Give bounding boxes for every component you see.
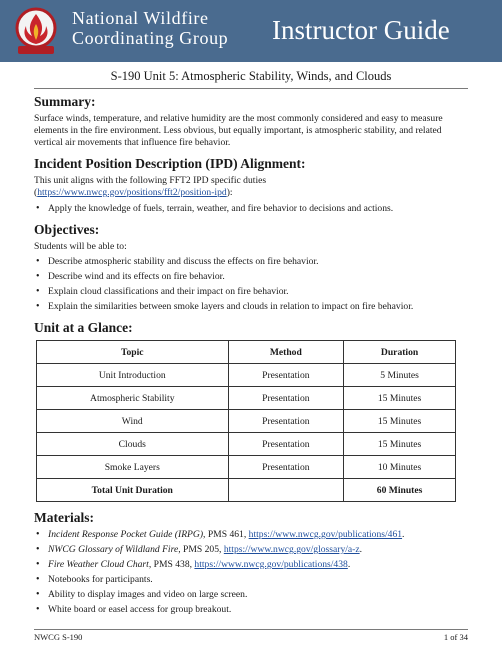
table-row — [37, 433, 456, 456]
objectives-list — [34, 256, 468, 313]
ipd-bullet-list — [34, 203, 468, 215]
material-item: • Notebooks for participants. — [34, 574, 468, 586]
cell-method: Presentation — [228, 433, 344, 456]
cell-method: Presentation — [228, 364, 344, 387]
material-pms: , PMS 438, — [148, 559, 195, 570]
column-header-topic: Topic — [37, 341, 229, 364]
ipd-intro: This unit aligns with the following FFT2 IPD specific duties — [34, 175, 267, 186]
subtitle-divider — [34, 88, 468, 89]
org-name-line2: Coordinating Group — [72, 28, 229, 48]
material-end: . — [359, 544, 363, 555]
objective-item: • Explain the similarities between smoke layers and clouds in relation to impact on fire behavior. — [34, 301, 468, 313]
material-pms: , PMS 461, — [203, 529, 249, 540]
cell-topic: Smoke Layers — [37, 456, 229, 479]
cell-duration: 5 Minutes — [344, 364, 456, 387]
material-link[interactable]: https://www.nwcg.gov/glossary/a-z — [223, 544, 360, 555]
material-pms: , PMS 205, — [178, 544, 224, 555]
cell-method: Presentation — [228, 410, 344, 433]
materials-list — [34, 529, 468, 616]
material-item: • Ability to display images and video on large screen. — [34, 589, 468, 601]
material-item — [34, 544, 468, 556]
table-row — [37, 364, 456, 387]
objective-item: • Explain cloud classifications and their impact on fire behavior. — [34, 286, 468, 298]
cell-method: Presentation — [228, 387, 344, 410]
org-name — [72, 8, 228, 48]
materials-heading: Materials: — [34, 510, 94, 525]
cell-duration: 15 Minutes — [344, 410, 456, 433]
cell-topic: Wind — [37, 410, 229, 433]
column-header-method: Method — [228, 341, 344, 364]
nwcg-logo-icon — [14, 6, 58, 58]
cell-duration: 15 Minutes — [344, 387, 456, 410]
material-link[interactable]: https://www.nwcg.gov/publications/461 — [248, 529, 403, 540]
unit-subtitle: S-190 Unit 5: Atmospheric Stability, Winds, and Clouds — [110, 69, 392, 83]
material-item — [34, 529, 468, 541]
material-link[interactable]: https://www.nwcg.gov/publications/438 — [194, 559, 348, 570]
objectives-heading: Objectives: — [34, 222, 100, 237]
material-title: NWCG Glossary of Wildland Fire — [48, 544, 179, 555]
cell-duration: 15 Minutes — [344, 433, 456, 456]
material-item: • White board or easel access for group breakout. — [34, 604, 468, 616]
cell-topic: Clouds — [37, 433, 229, 456]
column-header-duration: Duration — [344, 341, 456, 364]
objective-item: • Describe atmospheric stability and discuss the effects on fire behavior. — [34, 256, 468, 268]
header-banner — [0, 0, 502, 62]
cell-duration: 10 Minutes — [344, 456, 456, 479]
material-item — [34, 559, 468, 571]
ipd-bullet: • Apply the knowledge of fuels, terrain, weather, and fire behavior to decisions and actions. — [34, 203, 468, 215]
table-row — [37, 456, 456, 479]
material-title: Incident Response Pocket Guide (IRPG) — [48, 529, 204, 540]
table-row — [37, 410, 456, 433]
cell-topic: Atmospheric Stability — [37, 387, 229, 410]
objectives-intro: Students will be able to: — [34, 241, 127, 252]
total-label: Total Unit Duration — [37, 479, 229, 502]
cell-topic: Unit Introduction — [37, 364, 229, 387]
ipd-link-close: ): — [226, 187, 233, 198]
org-name-line1: National Wildfire — [72, 8, 209, 28]
summary-heading: Summary: — [34, 94, 96, 109]
material-title: Fire Weather Cloud Chart — [48, 559, 149, 570]
ipd-link-open: ( — [34, 187, 38, 198]
objective-item: • Describe wind and its effects on fire behavior. — [34, 271, 468, 283]
total-duration: 60 Minutes — [344, 479, 456, 502]
material-end: . — [402, 529, 405, 540]
footer-page-number: 1 of 34 — [443, 632, 468, 642]
glance-heading: Unit at a Glance: — [34, 320, 133, 335]
table-row — [37, 387, 456, 410]
footer-divider — [34, 629, 468, 630]
cell-method: Presentation — [228, 456, 344, 479]
table-header-row — [37, 341, 456, 364]
guide-title: Instructor Guide — [272, 15, 450, 45]
footer-course-code: NWCG S-190 — [34, 632, 83, 642]
ipd-link-line — [34, 187, 468, 199]
total-method — [228, 479, 344, 502]
table-total-row — [37, 479, 456, 502]
ipd-link[interactable]: https://www.nwcg.gov/positions/fft2/position-ipd — [37, 187, 227, 198]
ipd-heading: Incident Position Description (IPD) Alignment: — [34, 156, 306, 171]
material-end: . — [347, 559, 351, 570]
document-body — [34, 93, 468, 616]
summary-text: Surface winds, temperature, and relative humidity are the most commonly considered and easy to measure elements in the fire environment. Less obvious, but equally important, is atmospheric stability, and related vertical air movements that influence fire behavior. — [34, 113, 443, 148]
unit-glance-table — [36, 340, 456, 502]
